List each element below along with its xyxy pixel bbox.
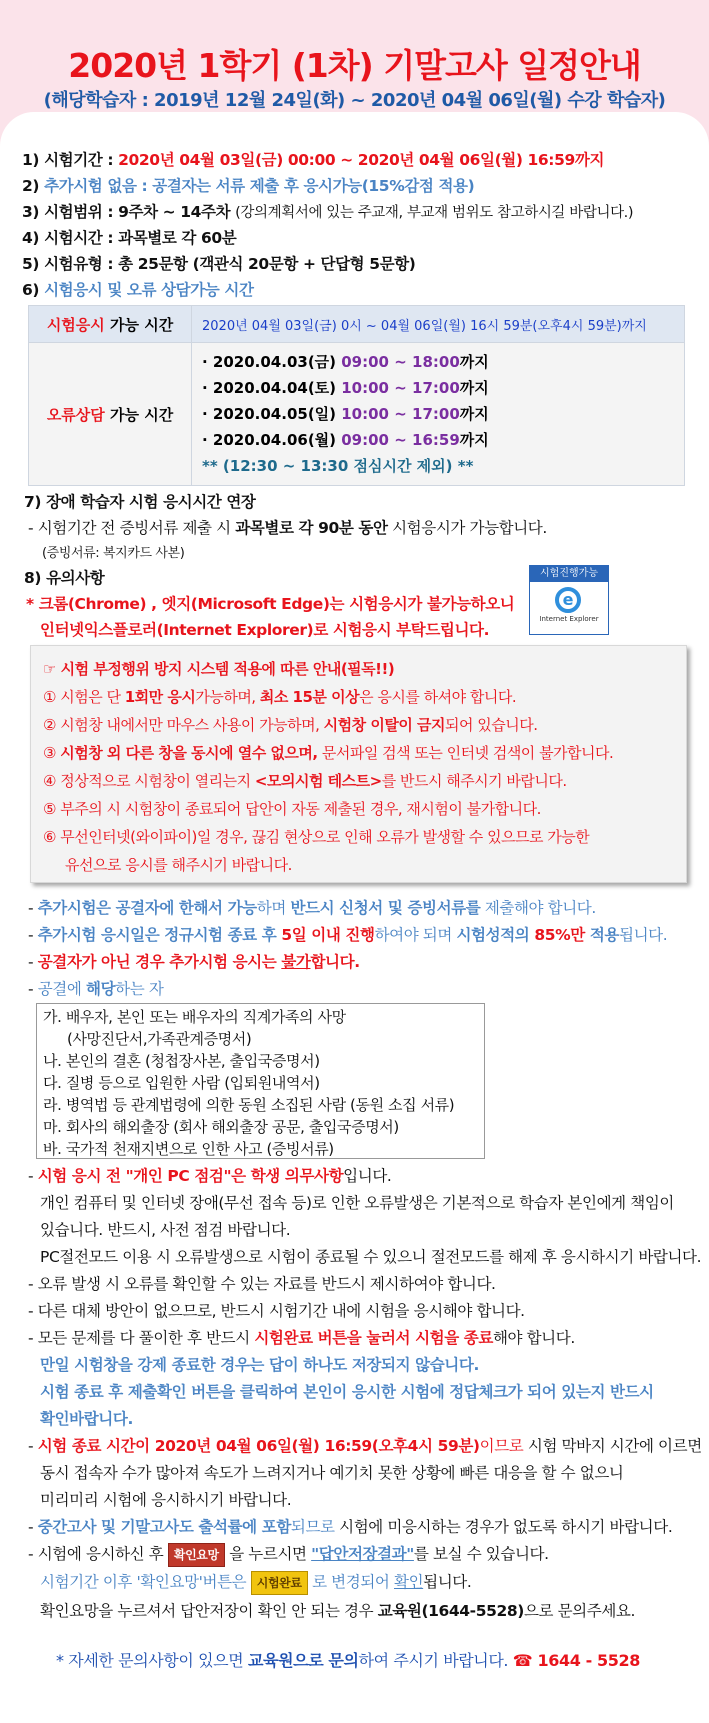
internet-explorer-icon-text: Internet Explorer [539, 615, 599, 623]
list-item: 다. 질병 등으로 입원한 사람 (입퇴원내역서) [43, 1074, 320, 1092]
item-3 [22, 200, 633, 222]
rule-extra-exam-date: - 추가시험 응시일은 정규시험 종료 후 5일 이내 진행하여야 되며 시험성적의 85%만 적용됩니다. [28, 926, 668, 944]
lunch-note: ** (12:30 ~ 13:30 점심시간 제외) ** [202, 457, 474, 475]
notice-item: ⑤ 부주의 시 시험창이 종료되어 답안이 자동 제출된 경우, 재시험이 불가합니다. [43, 800, 541, 818]
item-3-note: (강의계획서에 있는 주교재, 부교재 범위도 참고하시길 바랍니다.) [235, 205, 634, 221]
header [0, 0, 709, 120]
rule-pc-check-line: 개인 컴퓨터 및 인터넷 장애(무선 접속 등)로 인한 오류발생은 기본적으로 학습자 본인에게 책임이 [40, 1194, 674, 1212]
item-6-label: 6) [22, 281, 45, 299]
item-2-label: 2) [22, 177, 45, 195]
consult-row: · 2020.04.05(일) 10:00 ~ 17:00까지 [202, 405, 489, 423]
notice-item: ③ 시험창 외 다른 창을 동시에 열수 없으며, 문서파일 검색 또는 인터넷 검색이 불가합니다. [43, 744, 614, 762]
notice-item-cont: 유선으로 응시를 해주시기 바랍니다. [65, 856, 292, 874]
phone-number: ☎ 1644 - 5528 [512, 1651, 640, 1670]
item-4: 4) 시험시간 : 과목별로 각 60분 [22, 229, 237, 247]
rule-extra-exam: - 추가시험은 공결자에 한해서 가능하며 반드시 신청서 및 증빙서류를 제출해야 합니다. [28, 899, 596, 917]
rule-finish-button: - 모든 문제를 다 풀이한 후 반드시 시험완료 버튼을 눌러서 시험을 종료해야 합니다. [28, 1329, 575, 1347]
rule-end-time-line: 동시 접속자 수가 많아져 속도가 느려지거나 예기치 못한 상황에 빠른 대응을 할 수 없으니 [40, 1464, 624, 1482]
exam-complete-button[interactable]: 시험완료 [251, 1571, 308, 1595]
exam-time-label: 시험응시 가능 시간 [29, 306, 192, 343]
error-consult-label: 오류상담 가능 시간 [29, 343, 192, 486]
notice-item: ④ 정상적으로 시험창이 열리는지 <모의시험 테스트>를 반드시 해주시기 바랍니다. [43, 772, 567, 790]
item-6 [22, 278, 254, 300]
rule-check-result: - 시험에 응시하신 후 확인요망 을 누르시면 "답안저장결과"를 보실 수 있습니다. [28, 1542, 549, 1567]
item-8-title: 8) 유의사항 [24, 569, 105, 587]
item-3-label: 3) 시험범위 : 9주차 ~ 14주차 [22, 203, 236, 221]
rule-contact: 확인요망을 누르셔서 답안저장이 확인 안 되는 경우 교육원(1644-5528)으로 문의주세요. [40, 1602, 636, 1620]
list-item: 가. 배우자, 본인 또는 배우자의 직계가족의 사망 [43, 1008, 346, 1026]
badge-label: 시험진행가능 [529, 565, 609, 583]
rule-attendance: - 중간고사 및 기말고사도 출석률에 포함되므로 시험에 미응시하는 경우가 없도록 하시기 바랍니다. [28, 1518, 673, 1536]
list-item: 나. 본인의 결혼 (청첩장사본, 출입국증명서) [43, 1052, 320, 1070]
page-title: 2020년 1학기 (1차) 기말고사 일정안내 [68, 46, 641, 85]
schedule-table [28, 305, 685, 486]
rule-end-time: - 시험 종료 시간이 2020년 04월 06일(월) 16:59(오후4시 59분)이므로 시험 막바지 시간에 이르면 [28, 1437, 702, 1455]
notice-item: ② 시험창 내에서만 마우스 사용이 가능하며, 시험창 이탈이 금지되어 있습니다. [43, 716, 538, 734]
anti-cheating-notice [30, 645, 687, 883]
ie-badge [529, 565, 609, 635]
rule-exam-period: - 다른 대체 방안이 없으므로, 반드시 시험기간 내에 시험을 응시해야 합니다. [28, 1302, 525, 1320]
table-row [29, 343, 685, 486]
item-1-value: 2020년 04월 03일(금) 00:00 ~ 2020년 04월 06일(월) 16:59까지 [118, 151, 605, 169]
item-7-title: 7) 장애 학습자 시험 응시시간 연장 [24, 493, 256, 511]
item-2-value: 추가시험 없음 : 공결자는 서류 제출 후 응시가능(15%감점 적용) [44, 177, 475, 195]
rule-end-time-line: 미리미리 시험에 응시하시기 바랍니다. [40, 1491, 292, 1509]
excused-list [36, 1003, 485, 1159]
item-7-line: - 시험기간 전 증빙서류 제출 시 과목별로 각 90분 동안 시험응시가 가능합니다. [28, 519, 547, 537]
list-item: 마. 회사의 해외출장 (회사 해외출장 공문, 출입국증명서) [43, 1118, 399, 1136]
internet-explorer-icon: e [555, 587, 581, 613]
item-6-value: 시험응시 및 오류 상담가능 시간 [44, 281, 254, 299]
rule-error-evidence: - 오류 발생 시 오류를 확인할 수 있는 자료를 반드시 제시하여야 합니다. [28, 1275, 496, 1293]
item-1-label: 1) 시험기간 : [22, 151, 119, 169]
rule-submit-check-cont: 확인바랍니다. [40, 1410, 133, 1428]
item-7-note: (증빙서류: 복지카드 사본) [42, 546, 185, 561]
notice-item: ① 시험은 단 1회만 응시가능하며, 최소 15분 이상은 응시를 하셔야 합니다. [43, 688, 517, 706]
footer-contact: * 자세한 문의사항이 있으면 교육원으로 문의하여 주시기 바랍니다. ☎ 1644 - 5528 [56, 1651, 640, 1670]
error-consult-times [192, 343, 685, 486]
rule-pc-check-line: PC절전모드 이용 시 오류발생으로 시험이 종료될 수 있으니 절전모드를 해제 후 응시하시기 바랍니다. [40, 1248, 702, 1266]
item-5: 5) 시험유형 : 총 25문항 (객관식 20문항 + 단답형 5문항) [22, 255, 416, 273]
rule-no-extra: - 공결자가 아닌 경우 추가시험 응시는 불가합니다. [28, 953, 360, 971]
list-item: 라. 병역법 등 관계법령에 의한 동원 소집된 사람 (동원 소집 서류) [43, 1096, 455, 1114]
item-1 [22, 148, 604, 170]
rule-submit-check: 시험 종료 후 제출확인 버튼을 클릭하여 본인이 응시한 시험에 정답체크가 되어 있는지 반드시 [40, 1383, 654, 1401]
check-required-button[interactable]: 확인요망 [168, 1543, 225, 1567]
browser-warning-1: * 크롬(Chrome) , 엣지(Microsoft Edge)는 시험응시가 불가능하오니 [26, 595, 515, 613]
consult-row: · 2020.04.06(월) 09:00 ~ 16:59까지 [202, 431, 489, 449]
notice-head: ☞ 시험 부정행위 방지 시스템 적용에 따른 안내(필독!!) [43, 660, 395, 678]
item-2 [22, 174, 474, 196]
list-item: (사망진단서,가족관계증명서) [67, 1030, 252, 1048]
consult-row: · 2020.04.04(토) 10:00 ~ 17:00까지 [202, 379, 489, 397]
exam-time-value: 2020년 04월 03일(금) 0시 ~ 04월 06일(월) 16시 59분(오후4시 59분)까지 [192, 306, 685, 343]
table-row [29, 306, 685, 343]
rule-button-change: 시험기간 이후 '확인요망'버튼은 시험완료 로 변경되어 확인됩니다. [40, 1570, 471, 1595]
list-item: 바. 국가적 천재지변으로 인한 사고 (증빙서류) [43, 1140, 334, 1158]
rule-excused: - 공결에 해당하는 자 [28, 980, 164, 998]
rule-pc-check-line: 있습니다. 반드시, 사전 점검 바랍니다. [40, 1221, 291, 1239]
rule-pc-check: - 시험 응시 전 "개인 PC 점검"은 학생 의무사항입니다. [28, 1167, 392, 1185]
consult-row: · 2020.04.03(금) 09:00 ~ 18:00까지 [202, 353, 489, 371]
browser-warning-2: 인터넷익스플로러(Internet Explorer)로 시험응시 부탁드립니다. [40, 621, 490, 639]
page-subtitle: (해당학습자 : 2019년 12월 24일(화) ~ 2020년 04월 06일(월) 수강 학습자) [43, 90, 666, 111]
rule-force-close: 만일 시험창을 강제 종료한 경우는 답이 하나도 저장되지 않습니다. [40, 1356, 479, 1374]
notice-item: ⑥ 무선인터넷(와이파이)일 경우, 끊김 현상으로 인해 오류가 발생할 수 있으므로 가능한 [43, 828, 590, 846]
